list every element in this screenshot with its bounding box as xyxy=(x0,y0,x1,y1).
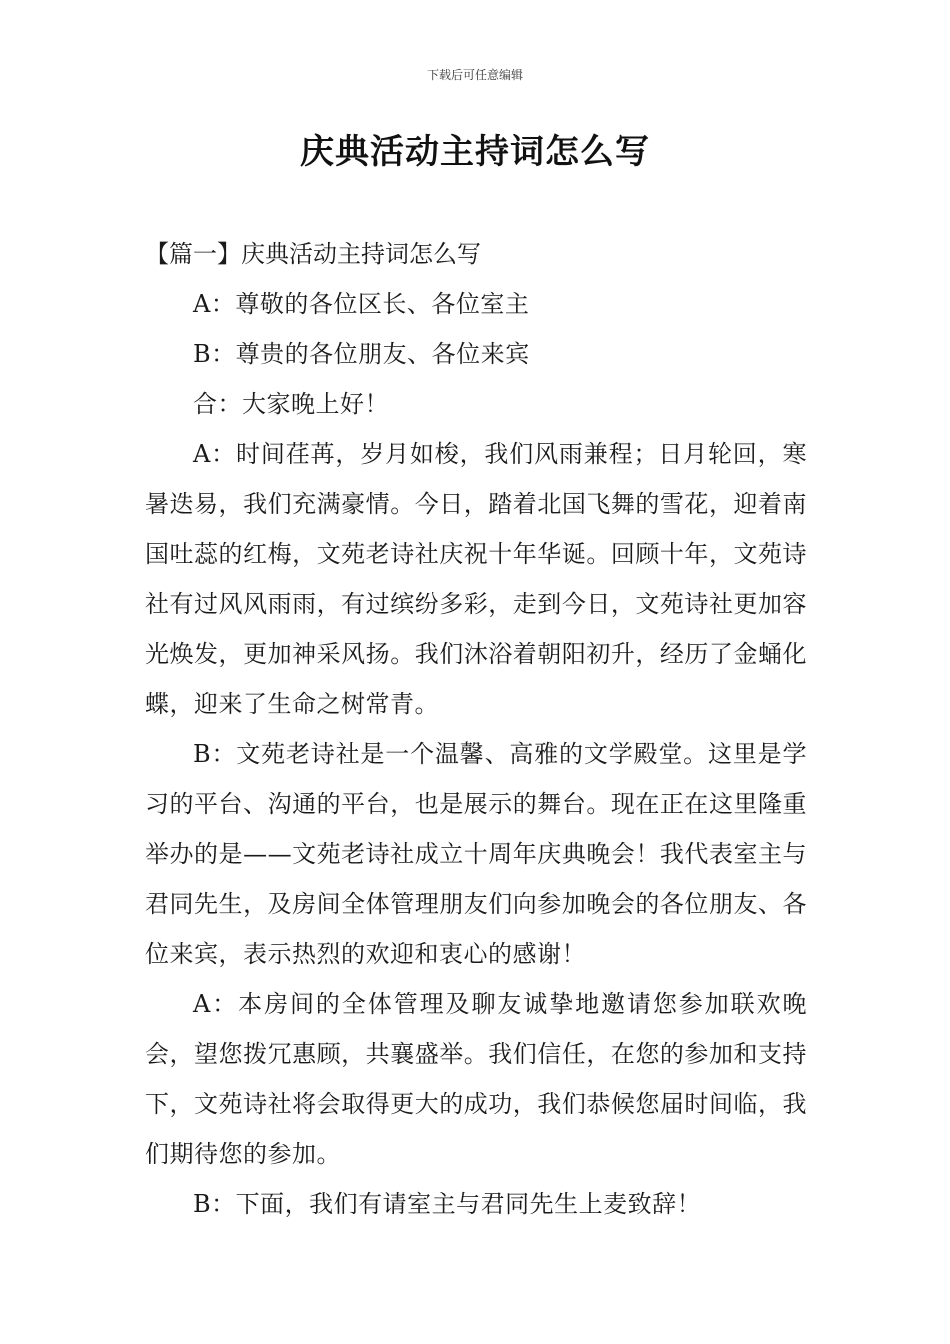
paragraph: A：本房间的全体管理及聊友诚挚地邀请您参加联欢晚会，望您拨冗惠顾，共襄盛举。我们信任，在您的参加和支持下，文苑诗社将会取得更大的成功，我们恭候您届时间临，我们期待您的参加。 xyxy=(145,990,807,1168)
paragraph: B：下面，我们有请室主与君同先生上麦致辞！ xyxy=(193,1190,702,1218)
document-title: 庆典活动主持词怎么写 xyxy=(300,132,650,172)
section-heading: 【篇一】庆典活动主持词怎么写 xyxy=(145,240,481,268)
document-body xyxy=(145,279,807,1229)
paragraph: A：尊敬的各位区长、各位室主 xyxy=(193,290,530,318)
paragraph: A：时间荏苒，岁月如梭，我们风雨兼程；日月轮回，寒暑迭易，我们充满豪情。今日，踏着北国飞舞的雪花，迎着南国吐蕊的红梅，文苑老诗社庆祝十年华诞。回顾十年，文苑诗社有过风风雨雨，有过缤纷多彩，走到今日，文苑诗社更加容光焕发，更加神采风扬。我们沐浴着朝阳初升，经历了金蛹化蝶，迎来了生命之树常青。 xyxy=(145,440,807,718)
paragraph: B：尊贵的各位朋友、各位来宾 xyxy=(193,340,530,368)
paragraph: 合：大家晚上好！ xyxy=(193,390,389,418)
paragraph: B：文苑老诗社是一个温馨、高雅的文学殿堂。这里是学习的平台、沟通的平台，也是展示的舞台。现在正在这里隆重举办的是——文苑老诗社成立十周年庆典晚会！我代表室主与君同先生，及房间全体管理朋友们向参加晚会的各位朋友、各位来宾，表示热烈的欢迎和衷心的感谢！ xyxy=(145,740,807,968)
header-note: 下载后可任意编辑 xyxy=(426,68,523,82)
